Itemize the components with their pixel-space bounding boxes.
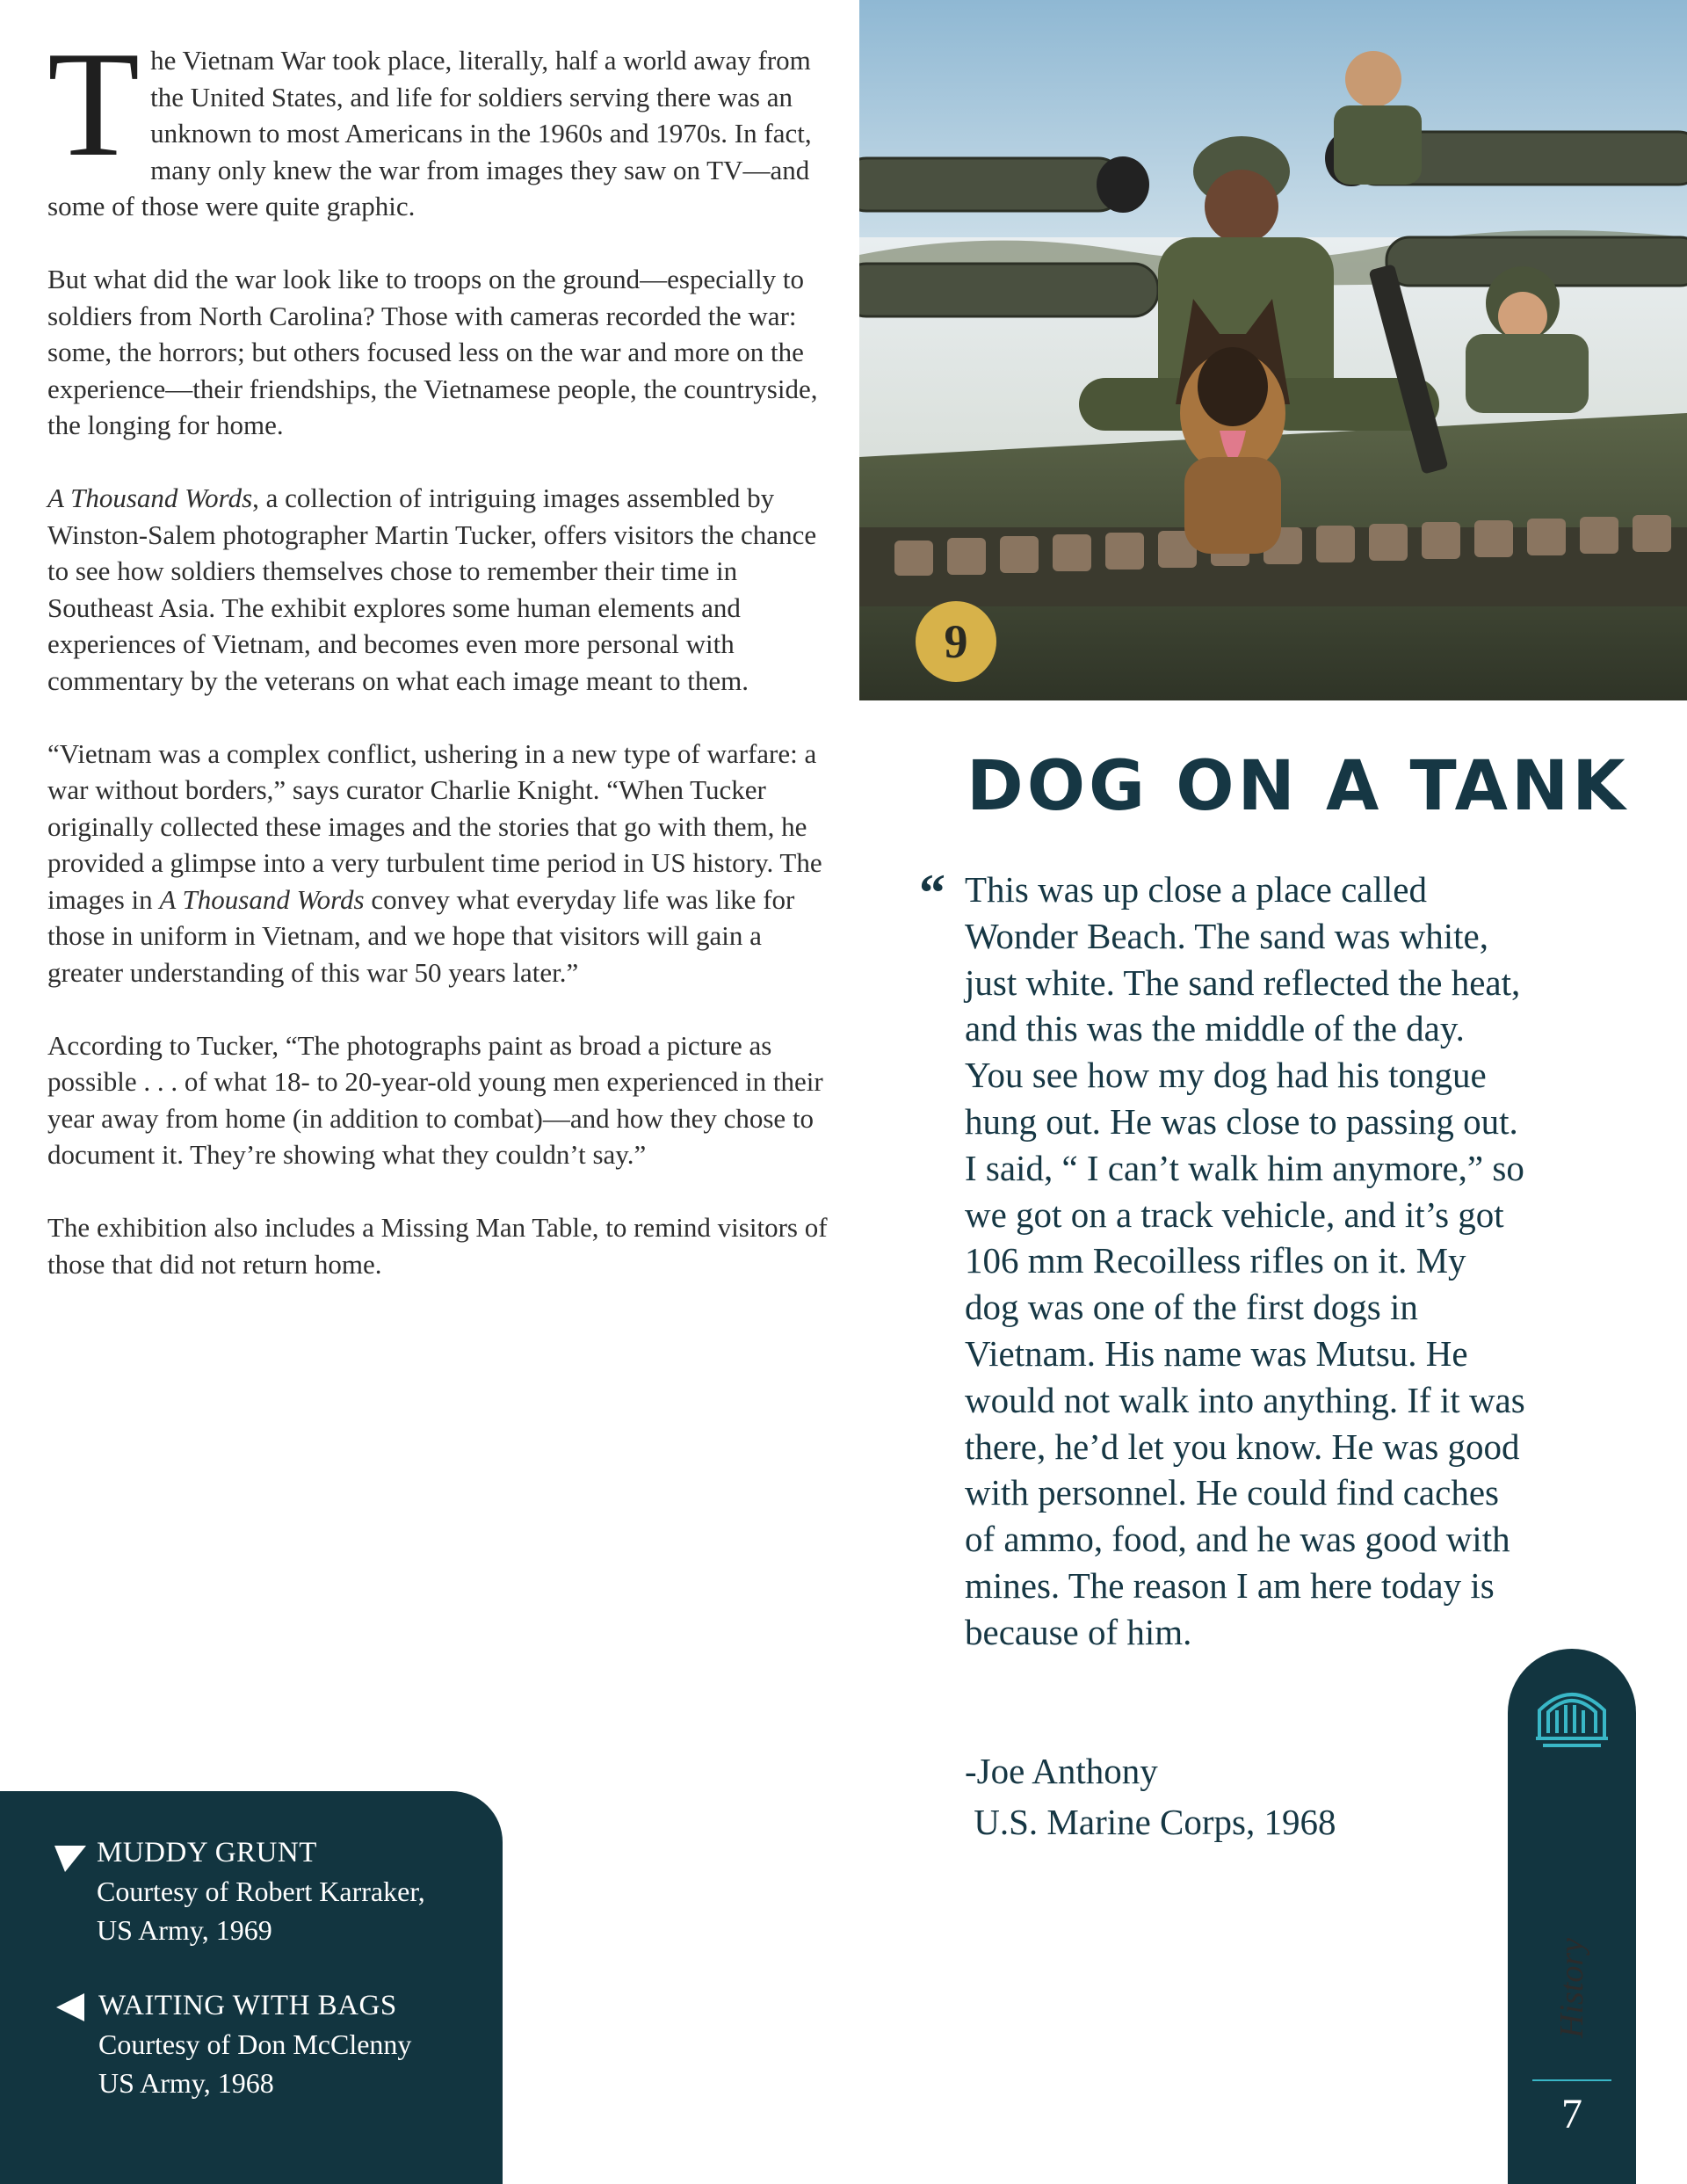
article-paragraph-4 [47,736,829,991]
caption-title: WAITING WITH BAGS [98,1990,397,2021]
paragraph-text: he Vietnam War took place, literally, half a world away from the United States, and life for soldiers serving there was an unknown to most Americans in the 1960s and 1970s. In fact, many only knew the war from images they saw on TV—and some of those were quite graphic. [47,45,812,221]
caption-credit: US Army, 1969 [97,1914,272,1946]
attribution-name: -Joe Anthony [965,1751,1158,1791]
article-paragraph-5: According to Tucker, “The photographs paint as broad a picture as possible . . . of what 18- to 20-year-old young men experienced in their year away from home (in addition to combat)—and how they chose to document it. They’re showing what they couldn’t say.” [47,1029,823,1170]
tank-marking: 9 [944,615,968,668]
dog-on-tank-photo [859,0,1687,700]
page-number: 7 [1561,2091,1582,2137]
exhibit-title: A Thousand Words [159,883,365,915]
side-divider [1532,2079,1611,2081]
triangle-left-icon [54,1992,86,2023]
paragraph-text: , a collection of intriguing images assembled by Winston-Salem photographer Martin Tucker, offers visitors the chance to see how soldiers themselves chose to remember their time in Southeast Asia. The exhibit explores some human elements and experiences of Vietnam, and becomes even more personal with commentary by the veterans on what each image meant to them. [47,483,817,696]
drop-cap: T [47,21,141,188]
paragraph-text: convey what everyday life was like for those in uniform in Vietnam, and we hope that visitors will gain a greater understanding of this war 50 years later.” [47,883,795,988]
attribution-detail: U.S. Marine Corps, 1968 [965,1802,1336,1842]
quote-mark-icon: “ [919,864,945,922]
section-side-tab [1508,1649,1636,2184]
article-paragraph-1 [47,21,829,225]
section-label: History [1553,1938,1590,2038]
caption-title: MUDDY GRUNT [97,1837,317,1868]
article-body [47,21,829,1319]
article-paragraph-3 [47,480,829,699]
quote-attribution [965,1745,1336,1847]
article-paragraph-6: The exhibition also includes a Missing Man Table, to remind visitors of those that did not return home. [47,1212,828,1280]
caption-credit: Courtesy of Don McClenny [98,2028,412,2060]
quote-body [965,867,1527,1656]
museum-building-icon [1531,1675,1613,1758]
photo-captions-panel [0,1791,503,2184]
quote-text: This was up close a place called Wonder Beach. The sand was white, just white. The sand reflected the heat, and this was the middle of the day. You see how my dog had his tongue hung out. He was close to passing out. I said, “ I can’t walk him anymore,” so we got on a track vehicle, and it’s got 106 mm Recoilless rifles on it. My dog was one of the first dogs in Vietnam. His name was Mutsu. He would not walk into anything. If it was there, he’d let you know. He was good with personnel. He could find caches of ammo, food, and he was good with mines. The reason I am here today is because of him. [965,869,1525,1652]
exhibit-title: A Thousand Words [47,483,253,513]
photo-illustration [859,0,1687,700]
paragraph-text: “Vietnam was a complex conflict, ushering in a new type of warfare: a war without borders,” says curator Charlie Knight. “When Tucker originally collected these images and the stories that go with them, he provided a glimpse into a very turbulent time period in US history. The images in [47,737,822,915]
quote-heading: DOG ON A TANK [967,747,1629,826]
triangle-down-icon [53,1842,88,1874]
caption-credit: US Army, 1968 [98,2067,274,2099]
article-paragraph-2: But what did the war look like to troops on the ground—especially to soldiers from North Carolina? Those with cameras recorded the war: some, the horrors; but others focused less on the war and more on the experience—their friendships, the Vietnamese people, the countryside, the longing for home. [47,264,818,440]
caption-credit: Courtesy of Robert Karraker, [97,1876,425,1907]
